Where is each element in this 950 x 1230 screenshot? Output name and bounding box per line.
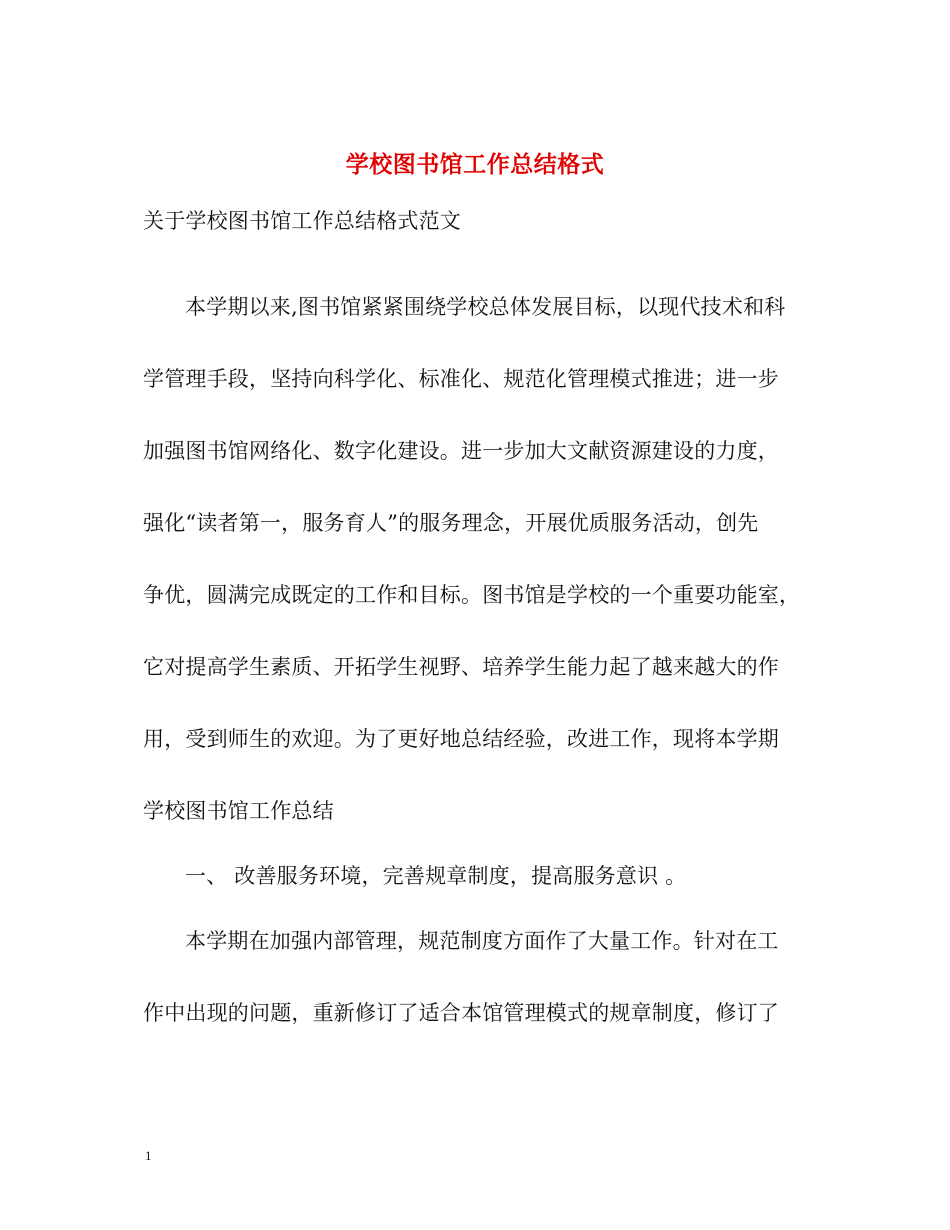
paragraph-line: 强化“读者第一，服务育人”的服务理念，开展优质服务活动，创先 (143, 511, 759, 535)
paragraph-line: 争优，圆满完成既定的工作和目标。图书馆是学校的一个重要功能室， (143, 583, 801, 607)
document-title: 学校图书馆工作总结格式 (345, 151, 605, 178)
document-subtitle: 关于学校图书馆工作总结格式范文 (143, 209, 461, 233)
section-heading: 一、 改善服务环境，完善规章制度，提高服务意识 。 (185, 864, 687, 888)
paragraph-line: 用，受到师生的欢迎。为了更好地总结经验，改进工作，现将本学期 (143, 727, 779, 751)
page-number: 1 (145, 1148, 152, 1163)
paragraph-line: 本学期以来,图书馆紧紧围绕学校总体发展目标，以现代技术和科 (185, 295, 786, 319)
paragraph-line: 学校图书馆工作总结 (143, 799, 334, 823)
paragraph-line: 学管理手段，坚持向科学化、标准化、规范化管理模式推进；进一步 (143, 367, 779, 391)
paragraph-line: 作中出现的问题，重新修订了适合本馆管理模式的规章制度，修订了 (143, 1001, 779, 1025)
paragraph-line: 加强图书馆网络化、数字化建设。进一步加大文献资源建设的力度， (143, 439, 779, 463)
paragraph-line: 本学期在加强内部管理，规范制度方面作了大量工作。针对在工 (185, 929, 779, 953)
paragraph-line: 它对提高学生素质、开拓学生视野、培养学生能力起了越来越大的作 (143, 655, 779, 679)
